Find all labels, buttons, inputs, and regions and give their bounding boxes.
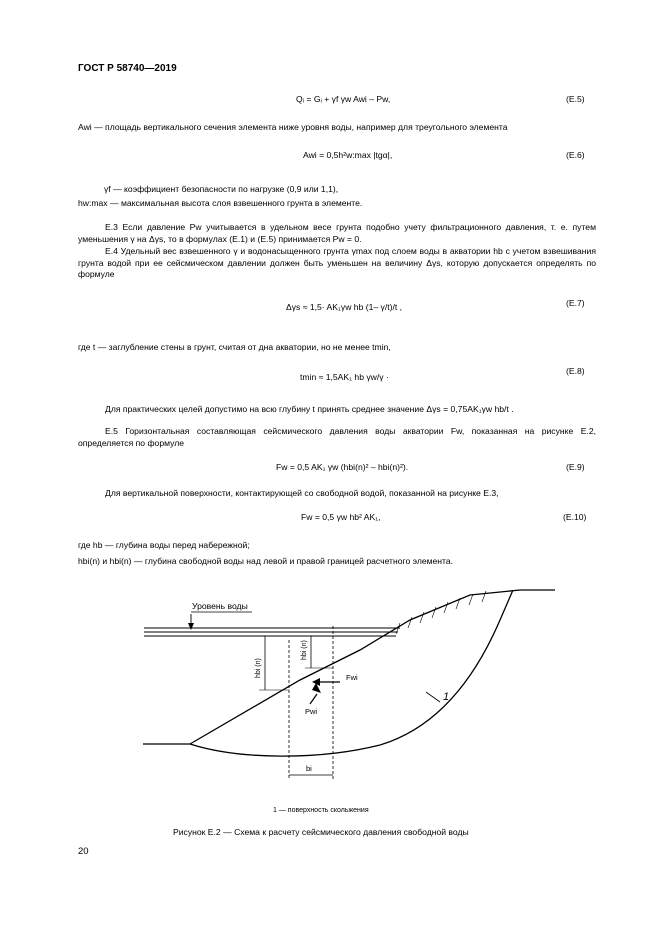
figure-caption: Рисунок Е.2 — Схема к расчету сейсмического давления свободной воды — [173, 827, 469, 837]
t-definition: где t — заглубление стены в грунт, считая от дна акватории, но не менее tmin, — [78, 342, 391, 352]
page-number: 20 — [78, 846, 89, 857]
water-level-label: Уровень воды — [192, 601, 248, 611]
figure-e2-diagram — [0, 580, 661, 810]
formula-e7: Δγs ≈ 1,5· AK₁γw hb (1– γ/t)/t , — [286, 302, 403, 312]
paragraph-e5: Е.5 Горизонтальная составляющая сейсмического давления воды акватории Fw, показанная на рисунке Е.2, определяется по формуле — [78, 426, 596, 448]
formula-e6: Awi = 0,5h²w:max |tgα|, — [303, 150, 393, 160]
formula-e8: tmin ≈ 1,5AK₁ hb γw/γ · — [300, 372, 389, 382]
water-level-lines — [144, 628, 400, 636]
h-left-label: hbi (n) — [255, 658, 262, 678]
formula-e5: Qᵢ = Gᵢ + γf γw Awi – Pw, — [296, 94, 391, 104]
slope-surface — [190, 590, 555, 744]
figure-legend: 1 — поверхность скольжения — [273, 807, 369, 814]
hbi-definition: hbi(n) и hbi(n) — глубина свободной воды над левой и правой границей расчетного элемента. — [78, 556, 454, 566]
fwi-label: Fwi — [346, 673, 358, 682]
curve-label: 1 — [443, 691, 450, 703]
document-header: ГОСТ Р 58740—2019 — [78, 63, 177, 74]
formula-e8-number: (Е.8) — [566, 366, 585, 376]
awi-definition: Awi — площадь вертикального сечения элемента ниже уровня воды, например для треугольного элемента — [78, 122, 508, 132]
hb-definition: где hb — глубина воды перед набережной; — [78, 540, 250, 550]
pwi-label: Pwi — [305, 707, 318, 716]
slope-hatching — [396, 591, 486, 634]
practical-value-text: Для практических целей допустимо на всю глубину t принять среднее значение Δγs = 0,75AK₁γw hb/t . — [105, 404, 514, 414]
formula-e10-number: (Е.10) — [563, 512, 587, 522]
formula-e6-number: (Е.6) — [566, 150, 585, 160]
pwi-arrow — [310, 694, 317, 704]
formula-e7-number: (Е.7) — [566, 298, 585, 308]
gf-definition: γf — коэффициент безопасности по нагрузке (0,9 или 1,1), — [104, 184, 339, 194]
formula-e10: Fw = 0,5 γw hb² AK₁, — [301, 512, 381, 522]
bi-label: bi — [306, 764, 312, 773]
formula-e9: Fw = 0,5 AK₁ γw (hbi(n)² – hbi(n)²). — [276, 462, 409, 472]
paragraph-e3: Е.3 Если давление Pw учитывается в удельном весе грунта подобно учету фильтрационного давления, т. е. путем уменьшения γ на Δγs, то в формулах (Е.1) и (Е.5) принимается Pw = 0. — [78, 222, 596, 244]
formula-e9-number: (Е.9) — [566, 462, 585, 472]
h-right-label: hbi (n) — [301, 640, 308, 660]
hw-definition: hw:max — максимальная высота слоя взвешенного грунта в элементе. — [78, 198, 363, 208]
water-level-arrowhead — [188, 623, 194, 630]
vertical-surface-text: Для вертикальной поверхности, контактирующей со свободной водой, показанной на рисунке Е.3, — [105, 488, 499, 498]
paragraph-e4: Е.4 Удельный вес взвешенного γ и водонасыщенного грунта γmax под слоем воды в акватории hb с учетом взвешивания грунта водой при ее сейсмическом давлении должен быть уменьшен на величину Δγs, которую допускается определять по формуле — [78, 246, 596, 280]
formula-e5-number: (Е.5) — [566, 94, 585, 104]
